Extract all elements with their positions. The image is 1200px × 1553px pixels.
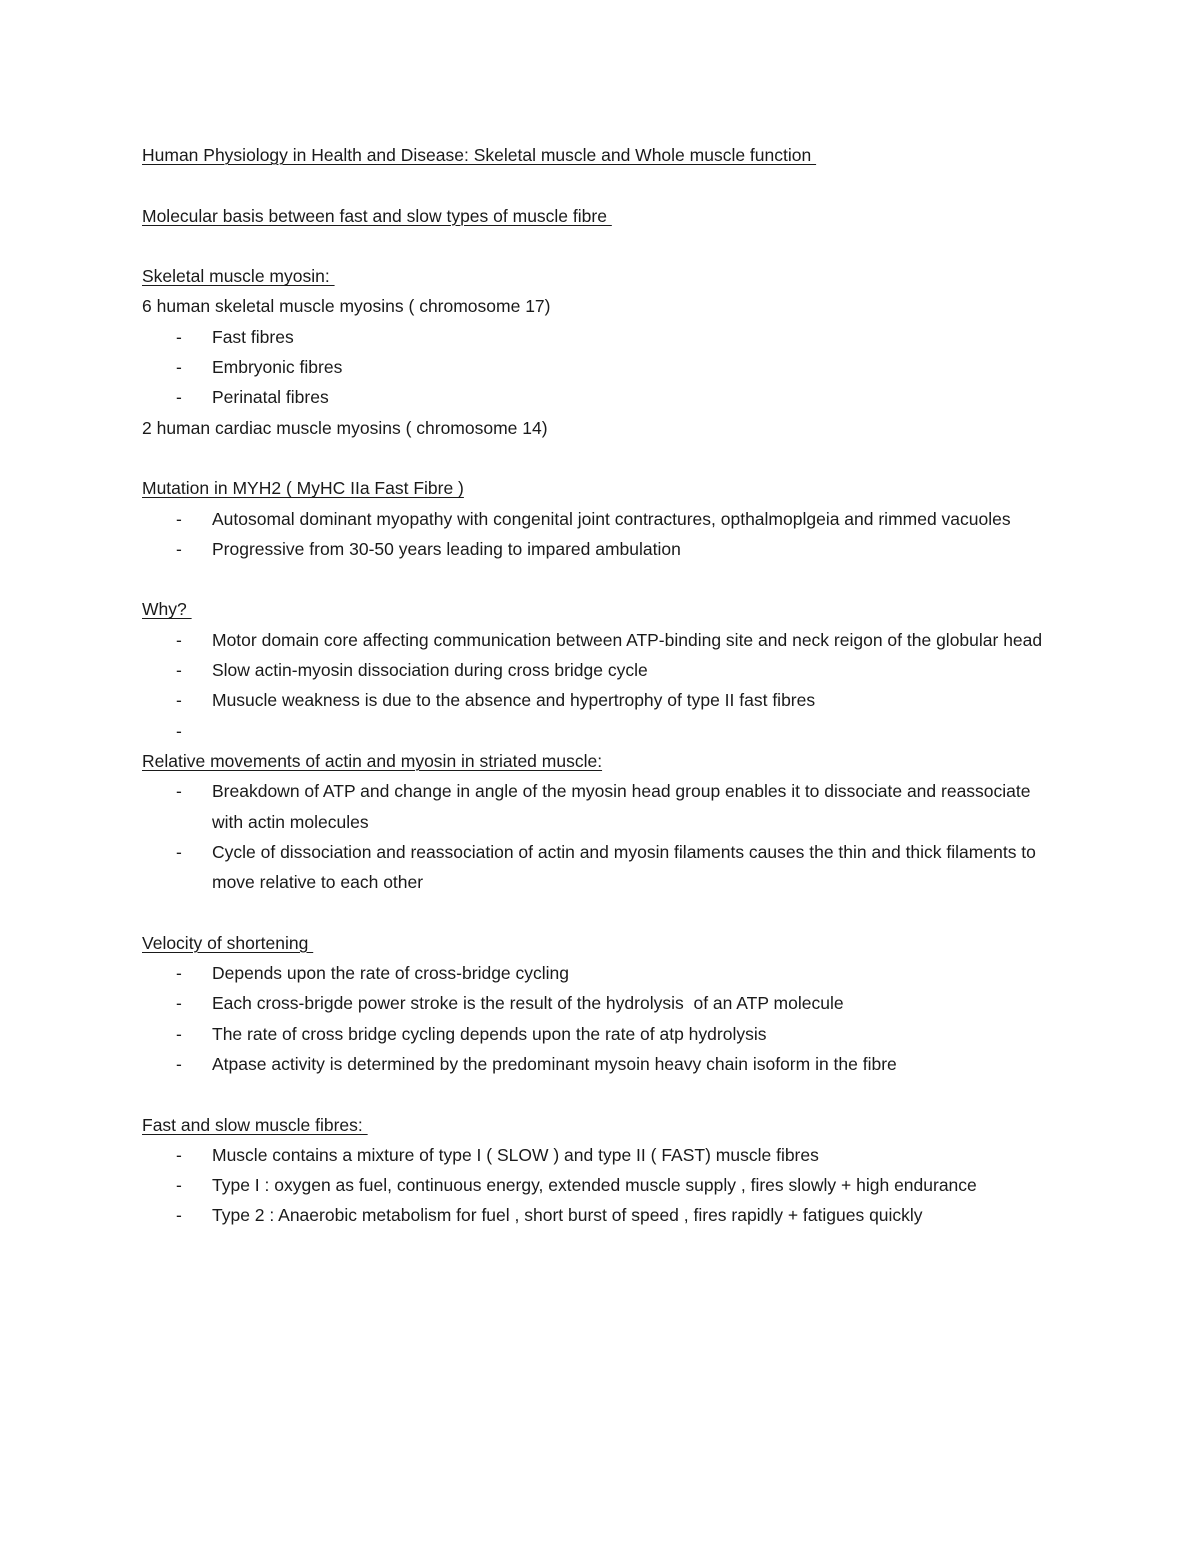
document-body xyxy=(142,140,1062,1231)
dash-marker: - xyxy=(176,1023,182,1044)
bullet-item xyxy=(142,988,1062,1018)
bullet-text: Embryonic fibres xyxy=(212,357,343,378)
bullet-item xyxy=(142,504,1062,534)
section-heading-fastslow: Fast and slow muscle fibres: xyxy=(142,1114,368,1135)
dash-marker: - xyxy=(176,963,182,984)
bullet-text: Each cross-brigde power stroke is the result of the hydrolysis of an ATP molecule xyxy=(212,993,844,1014)
dash-marker: - xyxy=(176,993,182,1014)
bullet-item xyxy=(142,685,1062,715)
section-heading-relative: Relative movements of actin and myosin in striated muscle: xyxy=(142,750,603,771)
section-heading-fastslow-line xyxy=(142,1110,1062,1140)
bullet-text: Type 2 : Anaerobic metabolism for fuel , short burst of speed , fires rapidly + fatigues quickly xyxy=(212,1205,923,1226)
bullet-item xyxy=(142,1170,1062,1200)
dash-marker: - xyxy=(176,326,182,347)
dash-marker: - xyxy=(176,1053,182,1074)
bullet-item xyxy=(142,1200,1062,1230)
section-heading-myosin: Skeletal muscle myosin: xyxy=(142,266,335,287)
dash-marker: - xyxy=(176,781,182,802)
bullet-item xyxy=(142,1140,1062,1170)
bullet-text: Fast fibres xyxy=(212,326,294,347)
section-heading-why: Why? xyxy=(142,599,192,620)
dash-marker: - xyxy=(176,1175,182,1196)
bullet-text: Cycle of dissociation and reassociation of actin and myosin filaments causes the thin and thick filaments to move relative to each other xyxy=(212,841,1036,893)
dash-marker: - xyxy=(176,660,182,681)
dash-marker: - xyxy=(176,357,182,378)
bullet-text: Atpase activity is determined by the predominant mysoin heavy chain isoform in the fibre xyxy=(212,1053,897,1074)
bullet-item xyxy=(142,534,1062,564)
document-title: Human Physiology in Health and Disease: Skeletal muscle and Whole muscle function xyxy=(142,145,817,165)
bullet-text: Breakdown of ATP and change in angle of the myosin head group enables it to dissociate and reassociate with actin molecules xyxy=(212,781,1031,832)
bullet-item xyxy=(142,382,1062,412)
bullet-item xyxy=(142,655,1062,685)
bullet-item xyxy=(142,322,1062,352)
bullet-text: Perinatal fibres xyxy=(212,387,329,408)
paragraph-line: 2 human cardiac muscle myosins ( chromosome 14) xyxy=(142,417,548,438)
spacer xyxy=(142,897,1062,927)
dash-marker: - xyxy=(176,387,182,408)
bullet-text: Muscle contains a mixture of type I ( SLOW ) and type II ( FAST) muscle fibres xyxy=(212,1144,819,1165)
spacer xyxy=(142,231,1062,261)
bullet-item xyxy=(142,625,1062,655)
section-heading-velocity: Velocity of shortening xyxy=(142,932,314,953)
bullet-text: Depends upon the rate of cross-bridge cycling xyxy=(212,963,570,984)
bullet-item xyxy=(142,958,1062,988)
bullet-text: Motor domain core affecting communication between ATP-binding site and neck reigon of the globular head xyxy=(212,629,1043,650)
bullet-text: The rate of cross bridge cycling depends upon the rate of atp hydrolysis xyxy=(212,1023,767,1044)
dash-marker: - xyxy=(176,690,182,711)
dash-marker: - xyxy=(176,538,182,559)
bullet-text: Slow actin-myosin dissociation during cross bridge cycle xyxy=(212,660,648,681)
section-heading-mutation-line xyxy=(142,473,1062,503)
dash-marker: - xyxy=(176,1205,182,1226)
section-heading-myosin-line xyxy=(142,261,1062,291)
spacer xyxy=(142,1079,1062,1109)
section-heading-mutation: Mutation in MYH2 ( MyHC IIa Fast Fibre ) xyxy=(142,478,464,499)
bullet-text: Musucle weakness is due to the absence and hypertrophy of type II fast fibres xyxy=(212,690,816,711)
bullet-text: Type I : oxygen as fuel, continuous energy, extended muscle supply , fires slowly + high endurance xyxy=(212,1175,977,1196)
bullet-item xyxy=(142,1019,1062,1049)
dash-marker: - xyxy=(176,629,182,650)
paragraph-line: 6 human skeletal muscle myosins ( chromosome 17) xyxy=(142,296,551,317)
spacer xyxy=(142,716,1062,746)
bullet-text: Autosomal dominant myopathy with congenital joint contractures, opthalmoplgeia and rimmed vacuoles xyxy=(212,508,1011,529)
bullet-item xyxy=(142,1049,1062,1079)
subtitle-line xyxy=(142,201,1062,231)
document-subtitle: Molecular basis between fast and slow types of muscle fibre xyxy=(142,205,612,226)
spacer xyxy=(142,443,1062,473)
dash-marker: - xyxy=(176,1144,182,1165)
bullet-text: Progressive from 30-50 years leading to impared ambulation xyxy=(212,538,681,559)
bullet-item xyxy=(142,776,1062,837)
dash-marker: - xyxy=(176,720,182,741)
spacer xyxy=(142,170,1062,200)
bullet-item xyxy=(142,352,1062,382)
bullet-item xyxy=(142,837,1062,898)
section-heading-velocity-line xyxy=(142,928,1062,958)
section-heading-why-line xyxy=(142,594,1062,624)
spacer xyxy=(142,564,1062,594)
section-heading-relative-line xyxy=(142,746,1062,776)
document-title-line xyxy=(142,140,1062,170)
dash-marker: - xyxy=(176,508,182,529)
dash-marker: - xyxy=(176,841,182,862)
